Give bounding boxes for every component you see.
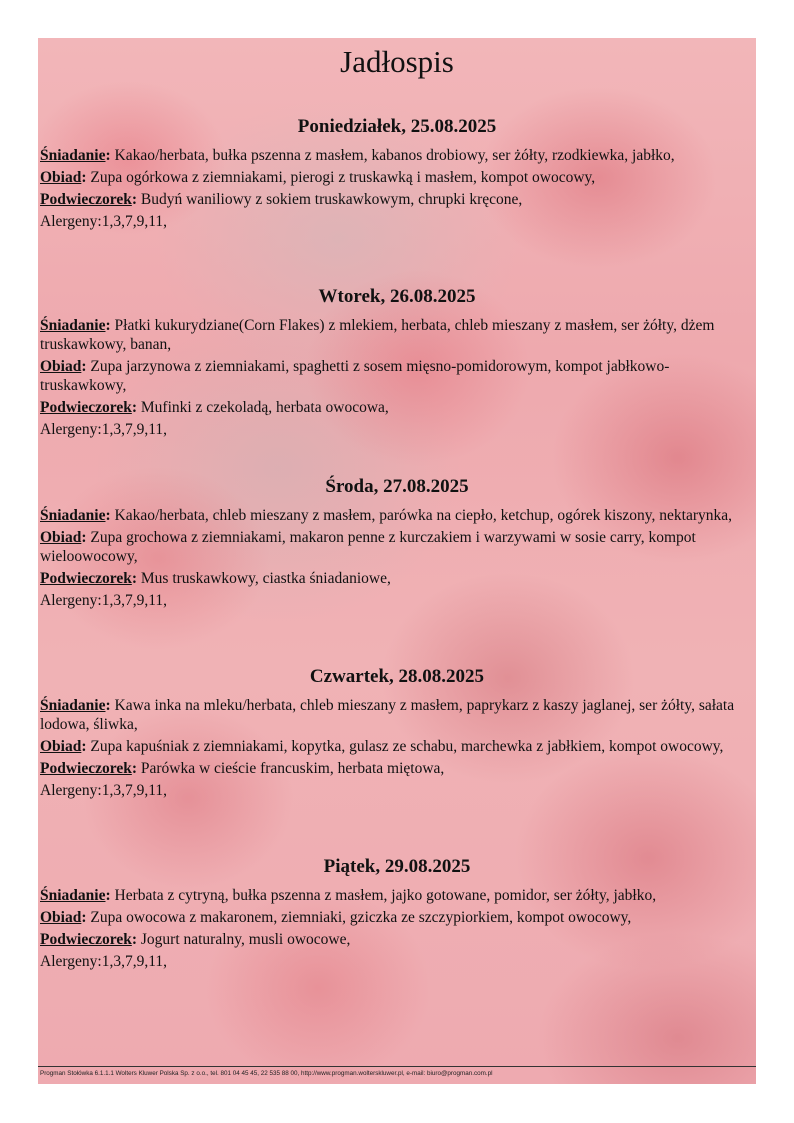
allergens-text: Alergeny:1,3,7,9,11,	[40, 421, 167, 438]
day-friday	[38, 856, 756, 971]
lunch-label: Obiad	[40, 529, 82, 546]
lunch-label: Obiad	[40, 909, 82, 926]
breakfast-row	[40, 146, 756, 165]
snack-label: Podwieczorek	[40, 931, 132, 948]
label-colon: :	[131, 760, 137, 777]
label-colon: :	[105, 147, 111, 164]
snack-row	[40, 569, 756, 588]
label-colon: :	[105, 887, 111, 904]
snack-label: Podwieczorek	[40, 570, 132, 587]
day-wednesday	[38, 476, 756, 610]
menu-page	[38, 38, 756, 1084]
lunch-row	[40, 357, 756, 395]
breakfast-text: Płatki kukurydziane(Corn Flakes) z mlekiem, herbata, chleb mieszany z masłem, ser żółty, dżem truskawkowy, banan,	[40, 317, 715, 353]
label-colon: :	[81, 738, 87, 755]
snack-label: Podwieczorek	[40, 191, 132, 208]
label-colon: :	[105, 507, 111, 524]
allergens-text: Alergeny:1,3,7,9,11,	[40, 953, 167, 970]
breakfast-text: Kawa inka na mleku/herbata, chleb mieszany z masłem, paprykarz z kaszy jaglanej, ser żółty, sałata lodowa, śliwka,	[40, 697, 735, 733]
breakfast-text: Kakao/herbata, chleb mieszany z masłem, parówka na ciepło, ketchup, ogórek kiszony, nektarynka,	[114, 507, 733, 524]
lunch-label: Obiad	[40, 169, 82, 186]
breakfast-row	[40, 316, 756, 354]
label-colon: :	[81, 909, 87, 926]
label-colon: :	[131, 399, 137, 416]
breakfast-text: Kakao/herbata, bułka pszenna z masłem, kabanos drobiowy, ser żółty, rzodkiewka, jabłko,	[114, 147, 675, 164]
day-thursday	[38, 666, 756, 800]
snack-text: Jogurt naturalny, musli owocowe,	[140, 931, 351, 948]
snack-row	[40, 759, 756, 778]
lunch-text: Zupa owocowa z makaronem, ziemniaki, gziczka ze szczypiorkiem, kompot owocowy,	[90, 909, 632, 926]
allergens-text: Alergeny:1,3,7,9,11,	[40, 213, 167, 230]
label-colon: :	[81, 169, 87, 186]
snack-row	[40, 930, 756, 949]
breakfast-label: Śniadanie	[40, 147, 106, 164]
day-heading: Piątek, 29.08.2025	[323, 856, 471, 877]
snack-text: Mus truskawkowy, ciastka śniadaniowe,	[140, 570, 391, 587]
snack-label: Podwieczorek	[40, 399, 132, 416]
label-colon: :	[105, 697, 111, 714]
day-heading: Wtorek, 26.08.2025	[318, 286, 476, 307]
breakfast-label: Śniadanie	[40, 887, 106, 904]
lunch-label: Obiad	[40, 358, 82, 375]
day-heading: Środa, 27.08.2025	[325, 476, 469, 497]
breakfast-label: Śniadanie	[40, 507, 106, 524]
allergens-text: Alergeny:1,3,7,9,11,	[40, 592, 167, 609]
breakfast-label: Śniadanie	[40, 697, 106, 714]
label-colon: :	[131, 570, 137, 587]
day-tuesday	[38, 286, 756, 439]
lunch-row	[40, 908, 756, 927]
lunch-text: Zupa jarzynowa z ziemniakami, spaghetti z sosem mięsno-pomidorowym, kompot jabłkowo-truskawkowy,	[40, 358, 670, 394]
snack-label: Podwieczorek	[40, 760, 132, 777]
breakfast-row	[40, 696, 756, 734]
snack-text: Mufinki z czekoladą, herbata owocowa,	[140, 399, 389, 416]
footer-divider	[38, 1066, 756, 1067]
lunch-row	[40, 528, 756, 566]
label-colon: :	[131, 191, 137, 208]
lunch-row	[40, 737, 756, 756]
day-heading: Poniedziałek, 25.08.2025	[297, 116, 497, 137]
page-title: Jadłospis	[340, 44, 454, 79]
lunch-text: Zupa grochowa z ziemniakami, makaron penne z kurczakiem i warzywami w sosie carry, kompot wieloowocowy,	[40, 529, 696, 565]
snack-text: Budyń waniliowy z sokiem truskawkowym, chrupki kręcone,	[140, 191, 523, 208]
breakfast-label: Śniadanie	[40, 317, 106, 334]
lunch-text: Zupa ogórkowa z ziemniakami, pierogi z truskawką i masłem, kompot owocowy,	[90, 169, 596, 186]
snack-row	[40, 190, 756, 209]
label-colon: :	[81, 529, 87, 546]
breakfast-row	[40, 506, 756, 525]
label-colon: :	[81, 358, 87, 375]
breakfast-text: Herbata z cytryną, bułka pszenna z masłem, jajko gotowane, pomidor, ser żółty, jabłko,	[114, 887, 657, 904]
label-colon: :	[105, 317, 111, 334]
snack-row	[40, 398, 756, 417]
day-heading: Czwartek, 28.08.2025	[309, 666, 485, 687]
lunch-label: Obiad	[40, 738, 82, 755]
label-colon: :	[131, 931, 137, 948]
lunch-row	[40, 168, 756, 187]
allergens-text: Alergeny:1,3,7,9,11,	[40, 782, 167, 799]
breakfast-row	[40, 886, 756, 905]
day-monday	[38, 116, 756, 231]
lunch-text: Zupa kapuśniak z ziemniakami, kopytka, gulasz ze schabu, marchewka z jabłkiem, kompot owocowy,	[90, 738, 724, 755]
snack-text: Parówka w cieście francuskim, herbata miętowa,	[140, 760, 445, 777]
footer-text: Progman Stołówka 6.1.1.1 Wolters Kluwer Polska Sp. z o.o., tel. 801 04 45 45, 22 535 88 00, http://www.progman.wolterskluwer.pl, e-mail: biuro@progman.com.pl	[40, 1070, 493, 1077]
